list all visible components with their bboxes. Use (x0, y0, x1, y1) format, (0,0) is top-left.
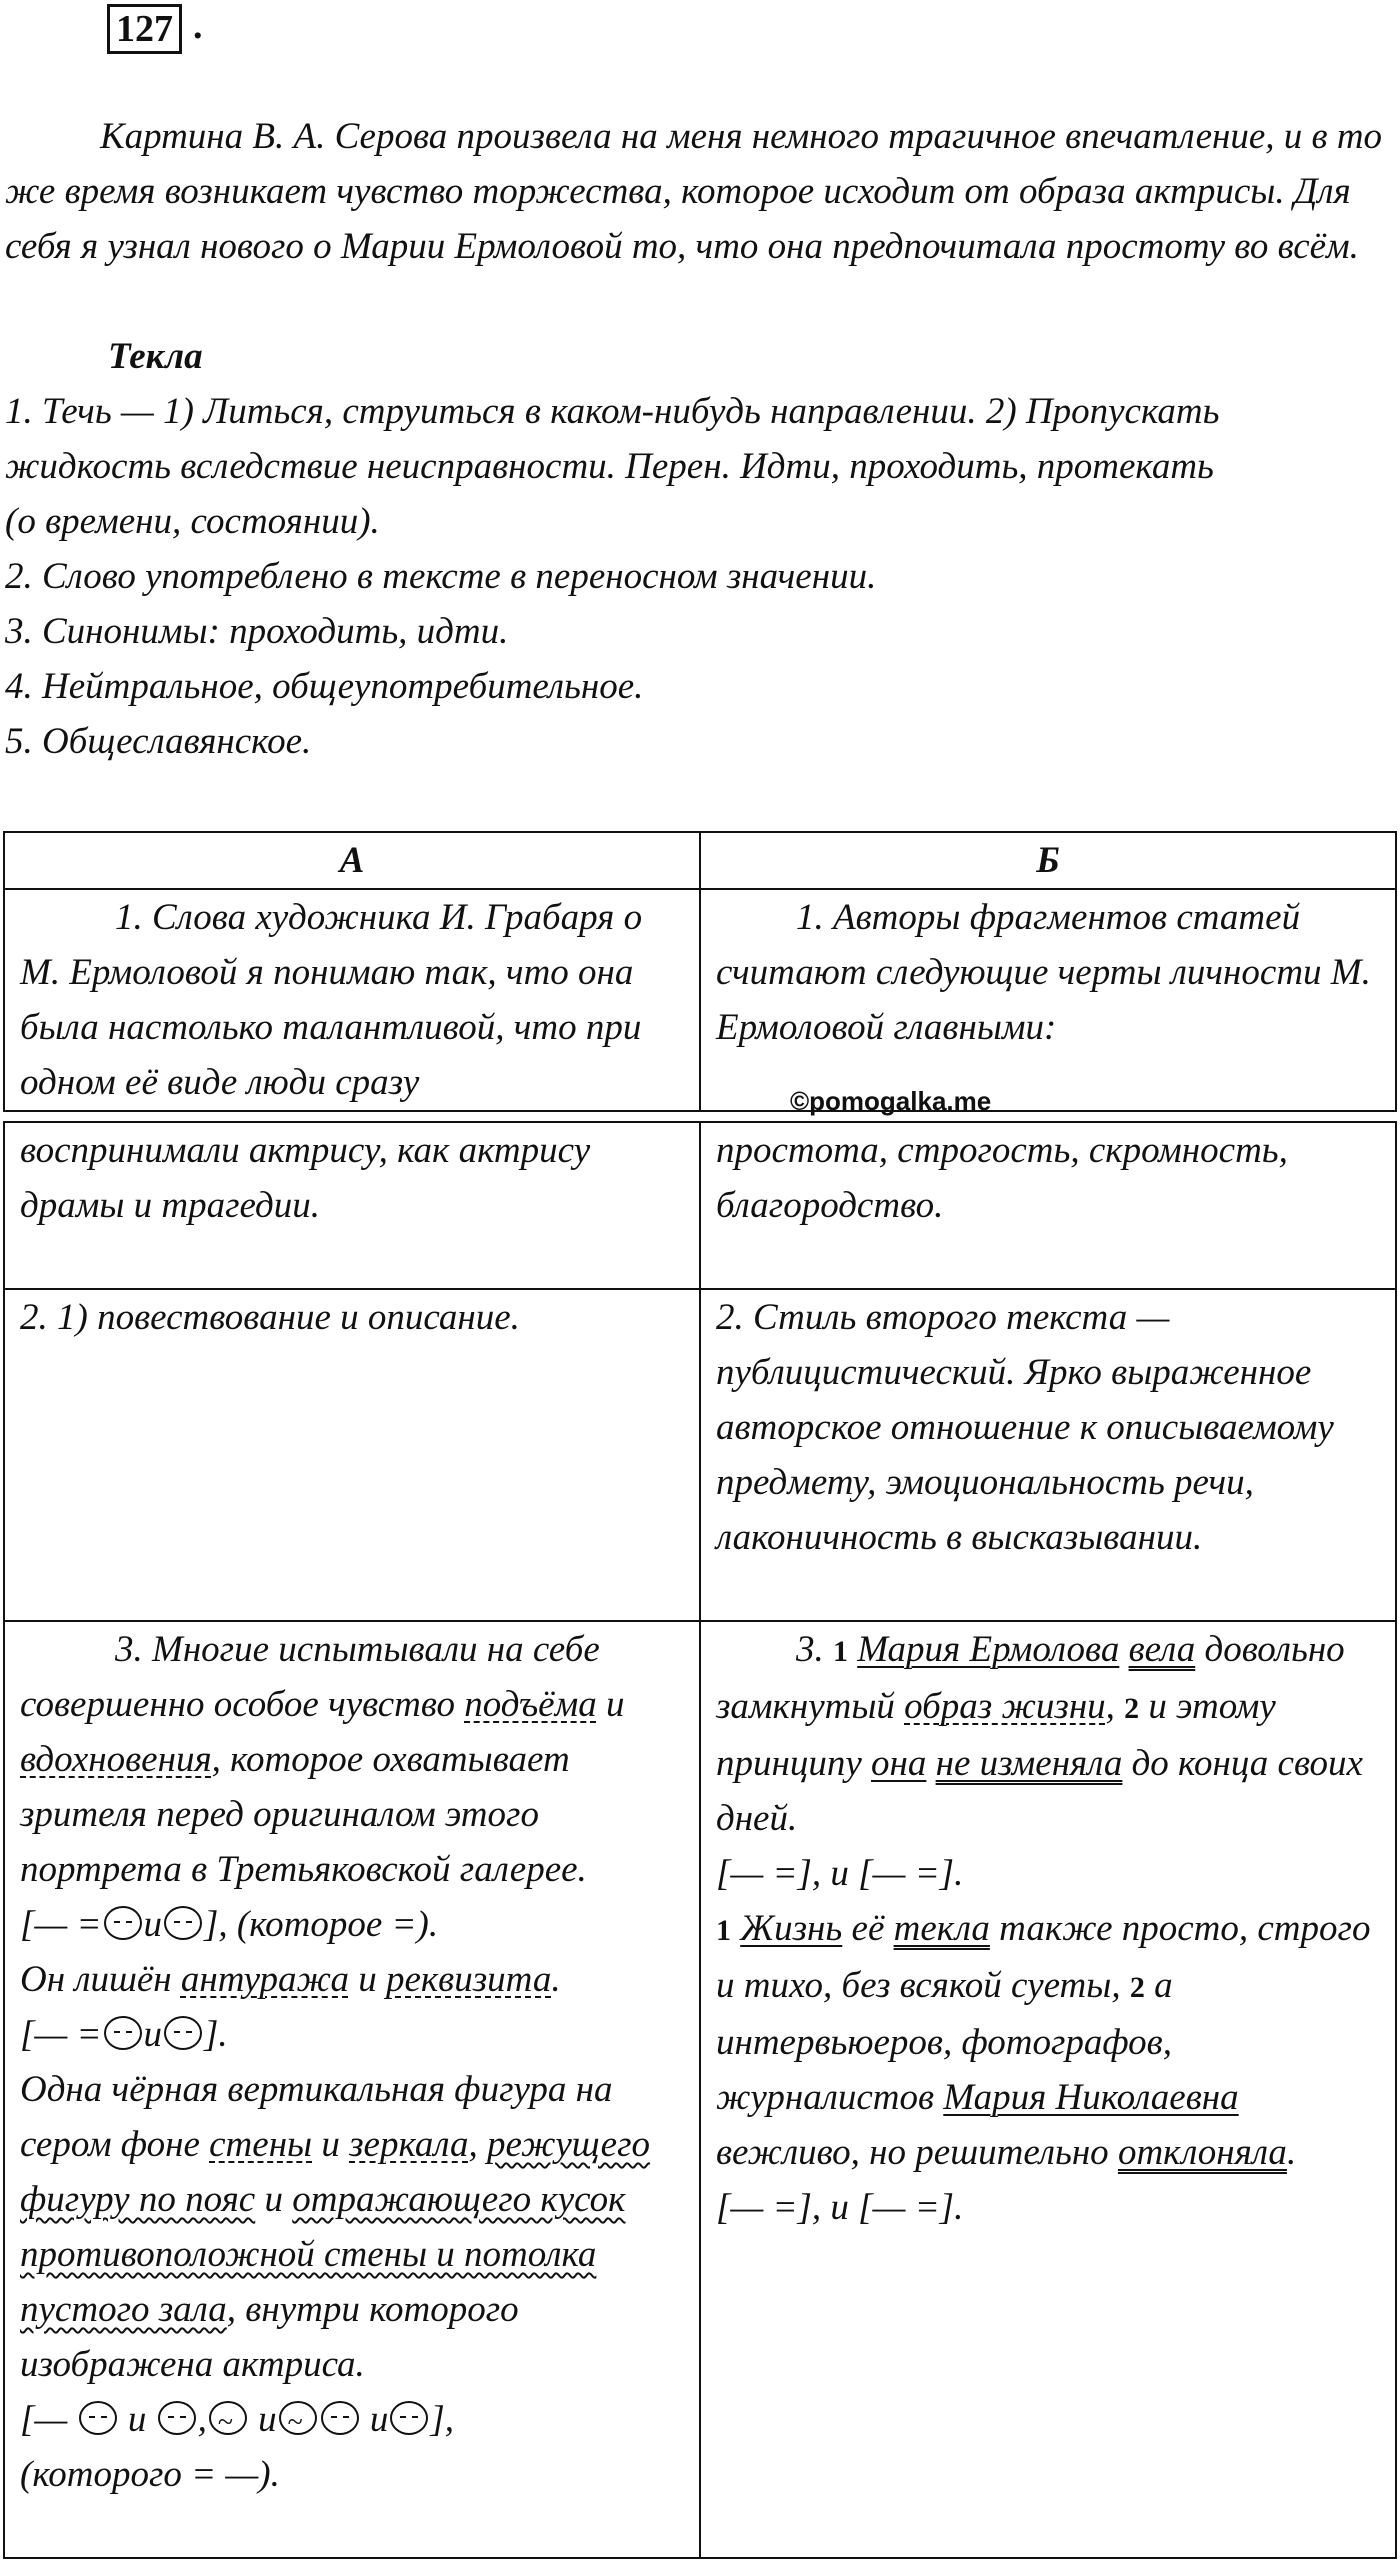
cell-b-3: 3. 1 Мария Ермолова вела довольно замкнутый образ жизни, 2 и этому принципу она не изменяла до конца своих дней. [— =], и [— =]. 1 Жизнь её текла также просто, строго и тихо, без всякой суеты, 2 а интервьюеров, фотографов, журналистов Мария Николаевна вежливо, но решительно отклоняла. [— =], и [— =]. (700, 1621, 1396, 2558)
subject-word: Мария Ермолова (857, 1629, 1120, 1670)
watermark: ©pomogalka.me (790, 1086, 992, 1116)
object-oval-icon (164, 2016, 202, 2050)
participle-phrase: режущего фигуру по пояс (20, 2124, 651, 2220)
analysis-line-7: 5. Общеславянское. (5, 721, 312, 762)
cell-a-1: 1. Слова художника И. Грабаря о М. Ермоловой я понимаю так, что она была настолько талантливой, что при одном её виде люди сразу (4, 889, 700, 1111)
table-row (4, 1289, 1396, 1621)
subject-word: она (871, 1743, 927, 1784)
cell-a-3: 3. Многие испытывали на себе совершенно особое чувство подъёма и вдохновения, которое охватывает зрителя перед оригиналом этого портрета в Третьяковской галерее. [— = и ], (которое =). Он лишён антуража и реквизита. [— = и ]. Одна чёрная вертикальная фигура на сером фоне стены и зеркала, режущего фигуру по пояс и отражающего кусок противоположной стены и потолка пустого зала, внутри которого изображена актриса. [— и , ~ и ~ и ], (которого = —). (4, 1621, 700, 2558)
object-word: подъёма (464, 1684, 597, 1725)
participle-oval-icon: ~ (209, 2401, 247, 2435)
object-oval-icon (104, 1906, 142, 1940)
word-heading: Текла (108, 336, 203, 377)
analysis-line-2: жидкость вследствие неисправности. Перен. Идти, проходить, протекать (5, 446, 1214, 487)
participle-oval-icon: ~ (279, 2401, 317, 2435)
cell-b-2: 2. Стиль второго текста — публицистический. Ярко выраженное авторское отношение к описываемому предмету, эмоциональность речи, лаконичность в высказывании. (700, 1289, 1396, 1621)
column-header-a: А (4, 832, 700, 889)
object-oval-icon (164, 1906, 202, 1940)
cell-a-2: 2. 1) повествование и описание. (4, 1289, 700, 1621)
table-row (4, 1621, 1396, 2558)
table-row (4, 889, 1396, 1111)
analysis-line-4: 2. Слово употреблено в тексте в переносном значении. (5, 556, 877, 597)
analysis-line-6: 4. Нейтральное, общеупотребительное. (5, 666, 644, 707)
object-word: антуража (180, 1959, 349, 2000)
analysis-line-5: 3. Синонимы: проходить, идти. (5, 611, 509, 652)
intro-paragraph: Картина В. А. Серова произвела на меня немного трагичное впечатление, и в то же время возникает чувство торжества, которое исходит от образа актрисы. Для себя я узнал нового о Марии Ермоловой то, что она предпочитала простоту во всём. (5, 116, 1383, 267)
scheme-1: [— = и ], (которое =). (20, 1904, 439, 1945)
cell-b-1: 1. Авторы фрагментов статей считают следующие черты личности М. Ермоловой главными: (700, 889, 1396, 1111)
subject-word: Жизнь (740, 1908, 843, 1949)
cell-b-1-cont: простота, строгость, скромность, благородство. (700, 1122, 1396, 1289)
object-oval-icon (79, 2401, 117, 2435)
column-header-b: Б (700, 832, 1396, 889)
object-word: реквизита (385, 1959, 552, 2000)
object-word: зеркала (349, 2124, 469, 2165)
scheme-b-1: [— =], и [— =]. (715, 1853, 964, 1894)
cell-a-1-cont: воспринимали актрису, как актрису драмы и трагедии. (4, 1122, 700, 1289)
scheme-2: [— = и ]. (20, 2014, 228, 2055)
subject-word: Мария Николаевна (943, 2077, 1239, 2118)
analysis-line-1: 1. Течь — 1) Литься, струиться в каком-нибудь направлении. 2) Пропускать (5, 391, 1220, 432)
scheme-b-2: [— =], и [— =]. (715, 2187, 964, 2228)
predicate-word: текла (893, 1908, 990, 1949)
exercise-number: 127 (107, 4, 182, 54)
participle-phrase: отражающего кусок противоположной стены и потолка пустого зала (20, 2179, 626, 2330)
exercise-number-dot: . (193, 5, 203, 47)
object-oval-icon (158, 2401, 196, 2435)
table-row (4, 1122, 1396, 1289)
table-header-row (4, 832, 1396, 889)
answer-table-top (3, 831, 1397, 1112)
object-oval-icon (390, 2401, 428, 2435)
predicate-word: вела (1128, 1629, 1196, 1670)
predicate-word: отклоняла (1117, 2132, 1287, 2173)
answer-table-bottom (3, 1121, 1397, 2559)
object-word: образ жизни (904, 1686, 1106, 1727)
object-word: стены (209, 2124, 313, 2165)
analysis-line-3: (о времени, состоянии). (5, 501, 380, 542)
object-oval-icon (321, 2401, 359, 2435)
object-oval-icon (104, 2016, 142, 2050)
scheme-3: [— и , ~ и ~ и ], (20, 2399, 454, 2440)
predicate-word: не изменяла (935, 1743, 1123, 1784)
object-word: вдохновения (20, 1739, 212, 1780)
